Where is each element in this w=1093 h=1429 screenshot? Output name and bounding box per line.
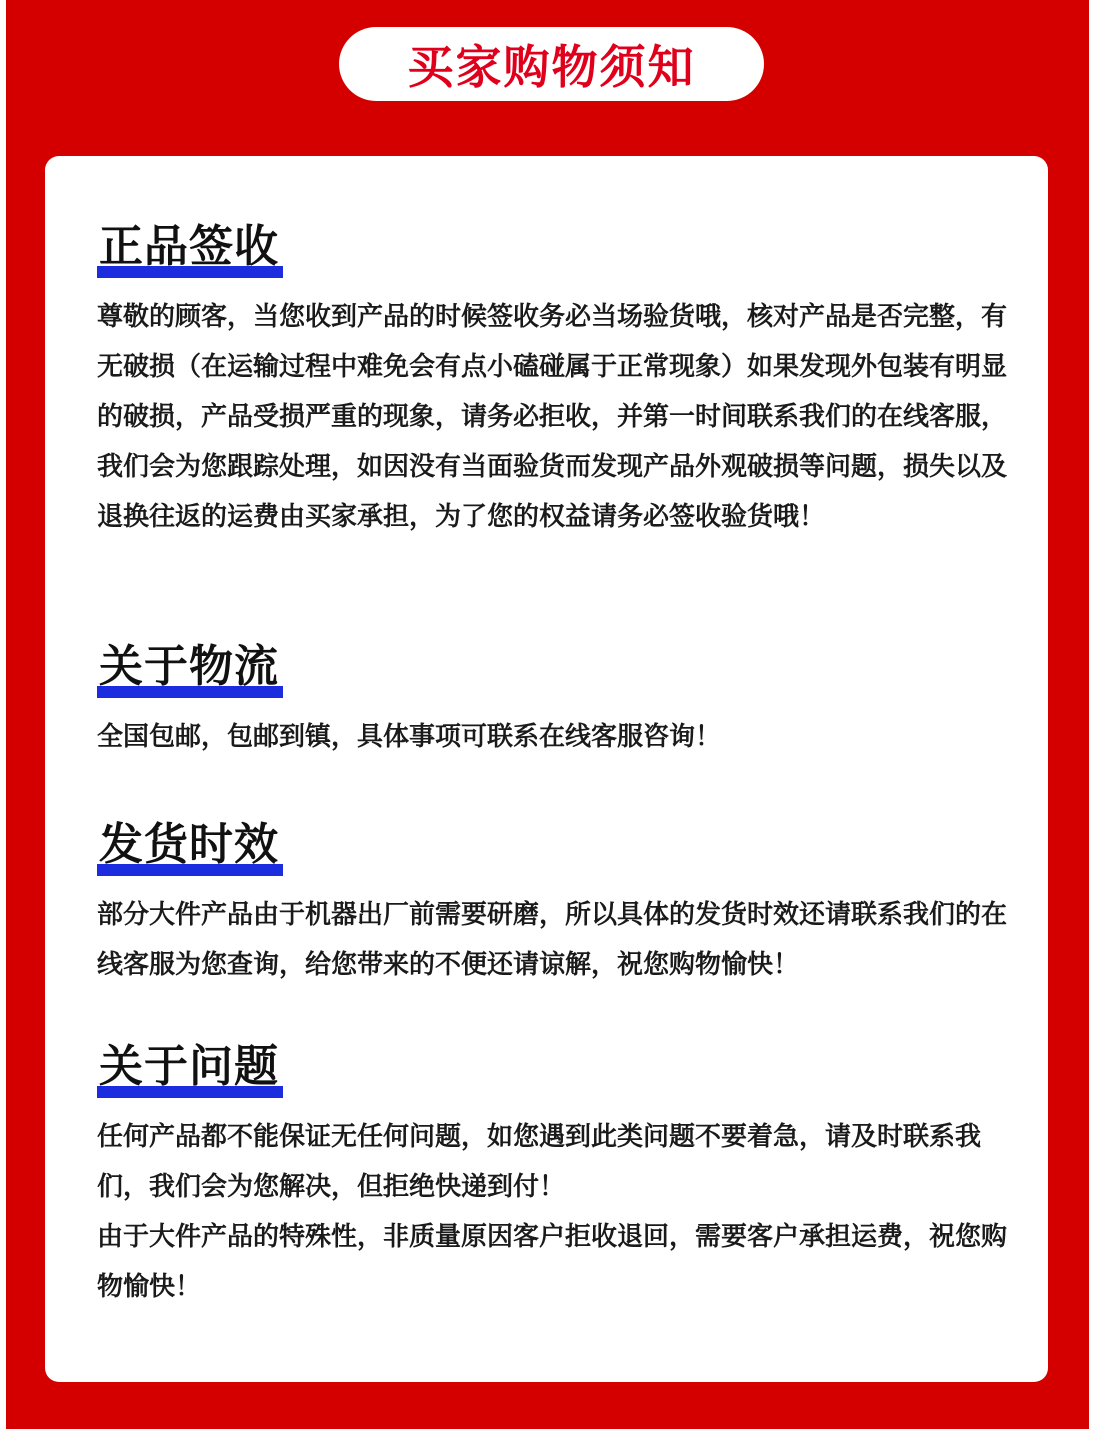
section-authentic-receipt xyxy=(97,220,1007,542)
section-heading: 关于物流 xyxy=(99,641,279,692)
section-logistics xyxy=(97,640,1007,762)
page-title: 买家购物须知 xyxy=(407,40,696,94)
section-paragraph: 尊敬的顾客，当您收到产品的时候签收务必当场验货哦，核对产品是否完整，有无破损（在运输过程中难免会有点小磕碰属于正常现象）如果发现外包装有明显的破损，产品受损严重的现象，请务必拒收，并第一时间联系我们的在线客服，我们会为您跟踪处理，如因没有当面验货而发现产品外观破损等问题，损失以及退换往返的运费由买家承担，为了您的权益请务必签收验货哦！ xyxy=(97,302,1008,532)
section-heading-underline xyxy=(97,640,283,698)
section-heading-underline xyxy=(97,220,283,278)
section-heading: 发货时效 xyxy=(99,819,279,870)
section-paragraph: 任何产品都不能保证无任何问题，如您遇到此类问题不要着急，请及时联系我们，我们会为您解决，但拒绝快递到付！ xyxy=(97,1122,982,1202)
section-paragraph: 部分大件产品由于机器出厂前需要研磨，所以具体的发货时效还请联系我们的在线客服为您查询，给您带来的不便还请谅解，祝您购物愉快！ xyxy=(97,900,1008,980)
section-shipping-time xyxy=(97,818,1007,990)
section-issues xyxy=(97,1040,1007,1312)
section-heading-underline xyxy=(97,818,283,876)
section-heading: 正品签收 xyxy=(99,221,279,272)
notice-card xyxy=(45,156,1048,1382)
section-heading-underline xyxy=(97,1040,283,1098)
section-paragraph: 由于大件产品的特殊性，非质量原因客户拒收退回，需要客户承担运费，祝您购物愉快！ xyxy=(97,1222,1008,1302)
section-heading: 关于问题 xyxy=(99,1041,279,1092)
section-paragraph: 全国包邮，包邮到镇，具体事项可联系在线客服咨询！ xyxy=(97,722,722,752)
title-banner xyxy=(339,27,764,101)
